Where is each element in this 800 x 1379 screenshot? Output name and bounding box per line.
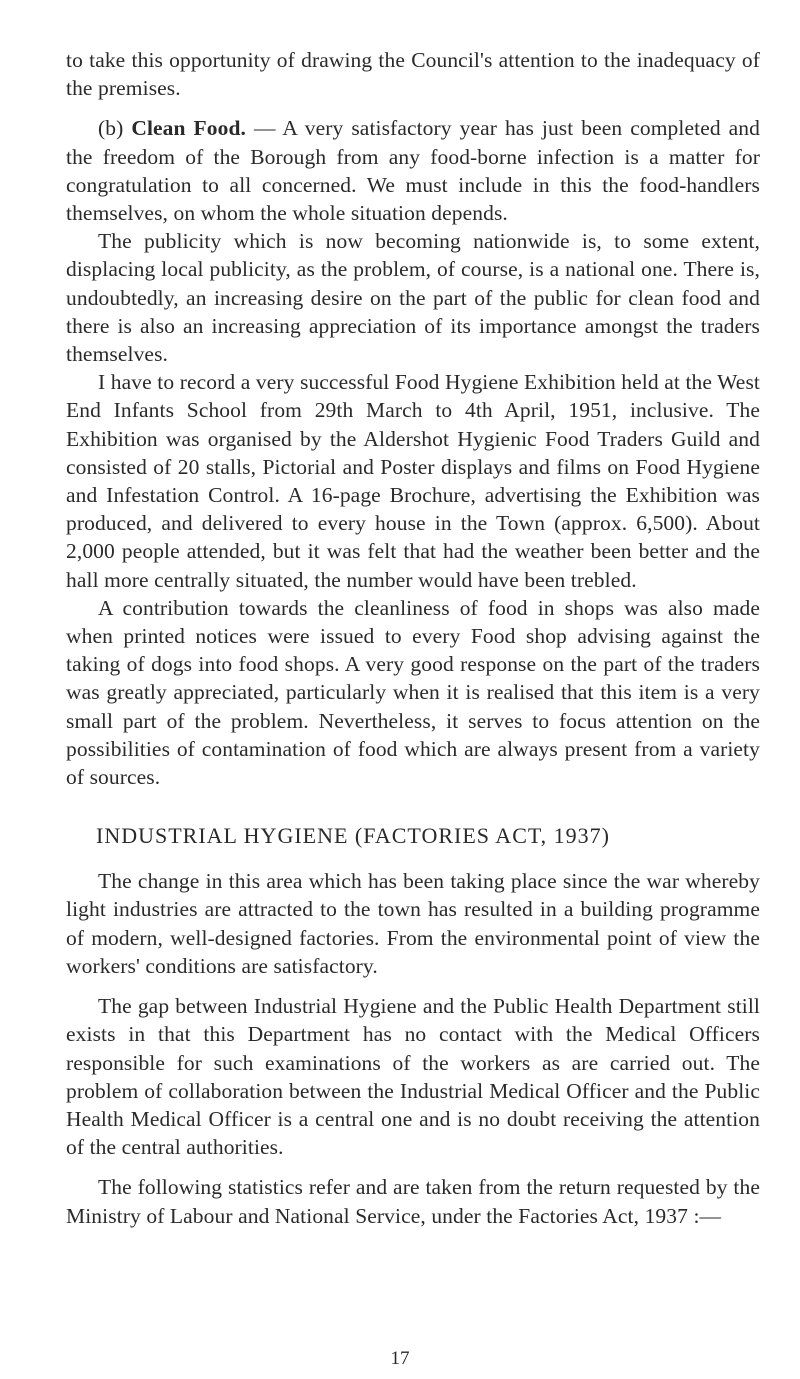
clean-food-paragraph-1 [66, 114, 760, 227]
industrial-hygiene-paragraph-3: The following statistics refer and are taken from the return requested by the Ministry of Labour and National Service, under the Factories Act, 1937 :— [66, 1175, 760, 1228]
clean-food-heading: Clean Food. [131, 116, 247, 141]
industrial-hygiene-paragraph-1: The change in this area which has been taking place since the war whereby light industries are attracted to the town has resulted in a building programme of modern, well-designed factories. From the environmental point of view the workers' conditions are satisfactory. [66, 869, 760, 978]
clean-food-paragraph-2: The publicity which is now becoming nationwide is, to some extent, displacing local publicity, as the problem, of course, is a national one. There is, undoubtedly, an increasing desire on the part of the public for clean food and there is also an increasing appreciation of its importance amongst the traders themselves. [66, 229, 760, 367]
clean-food-dash: — [246, 116, 283, 141]
clean-food-paragraph-4: A contribution towards the cleanliness of food in shops was also made when printed notices were issued to every Food shop advising against the taking of dogs into food shops. A very good response on the part of the traders was greatly appreciated, particularly when it is realised that this item is a very small part of the problem. Nevertheless, it serves to focus attention on the possibilities of contamination of food which are always present from a variety of sources. [66, 595, 760, 790]
clean-food-label: (b) [98, 116, 124, 141]
page-number: 17 [390, 1348, 410, 1369]
industrial-hygiene-heading: INDUSTRIAL HYGIENE (FACTORIES ACT, 1937) [96, 823, 610, 849]
clean-food-paragraph-3: I have to record a very successful Food Hygiene Exhibition held at the West End Infants School from 29th March to 4th April, 1951, inclusive. The Exhibition was organised by the Aldershot Hygienic Food Traders Guild and consisted of 20 stalls, Pictorial and Poster displays and films on Food Hygiene and Infestation Control. A 16-page Brochure, advertising the Exhibition was produced, and delivered to every house in the Town (approx. 6,500). About 2,000 people attended, but it was felt that had the weather been better and the hall more centrally situated, the number would have been trebled. [66, 370, 760, 592]
clean-food-para-1-text: A very satisfactory year has just been completed and the freedom of the Borough from any food-borne infection is a matter for congratulation to all concerned. We must include in this the food-handlers themselves, on whom the whole situation depends. [66, 116, 760, 226]
industrial-hygiene-paragraph-2: The gap between Industrial Hygiene and the Public Health Department still exists in that this Department has no contact with the Medical Officers responsible for such examinations of the workers as are carried out. The problem of collaboration between the Industrial Medical Officer and the Public Health Medical Officer is a central one and is no doubt receiving the attention of the central authorities. [66, 994, 760, 1160]
document-page [66, 46, 760, 1230]
intro-paragraph: to take this opportunity of drawing the Council's attention to the inadequacy of the premises. [66, 48, 760, 101]
